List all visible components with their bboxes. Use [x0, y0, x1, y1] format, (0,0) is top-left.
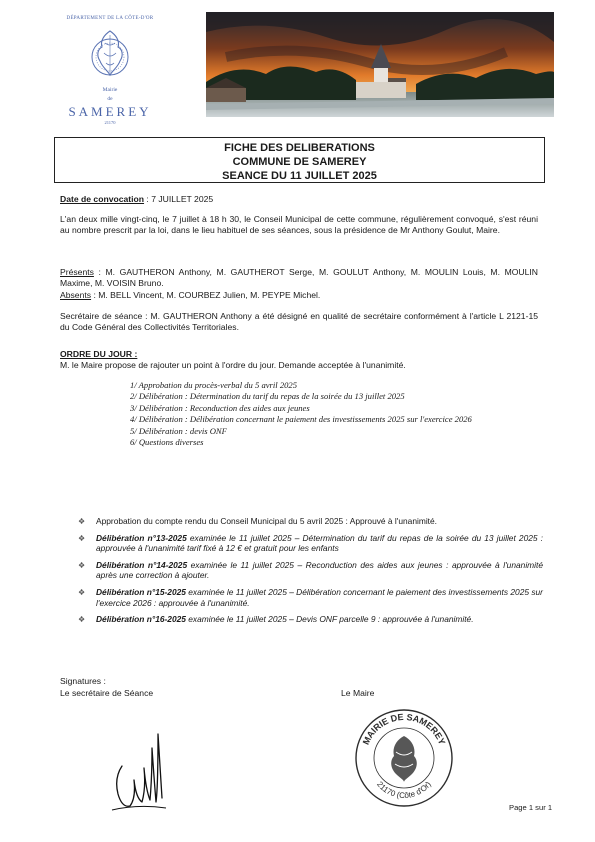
logo-department: DÉPARTEMENT DE LA CÔTE-D'OR	[66, 16, 154, 21]
decision-number: Délibération n°15-2025	[96, 586, 186, 597]
presents-line	[60, 267, 538, 289]
agenda-list	[130, 380, 510, 448]
convocation-label: Date de convocation	[60, 194, 145, 204]
agenda-item: 2/ Délibération : Détermination du tarif du repas de la soirée du 13 juillet 2025	[130, 391, 405, 402]
intro-paragraph: L'an deux mille vingt-cinq, le 7 juillet à 18 h 30, le Conseil Municipal de cette commune, régulièrement convoqué, s'est réuni au nombre prescrit par la loi, dans le lieu habituel de ses séances, sous la présidence de Mr Anthony Goulut, Maire.	[60, 214, 538, 235]
decisions-list	[78, 516, 543, 631]
diamond-bullet-icon: ❖	[78, 615, 86, 625]
decision-text: examinée le 11 juillet 2025 – Délibération concernant le paiement des investissements 2025 sur l'exercice 2026 : approuvée à l'unanimité.	[96, 586, 543, 608]
document-title-box	[54, 137, 545, 183]
mairie-stamp	[348, 702, 460, 814]
presents-label: Présents	[60, 267, 94, 277]
svg-text:21170 (Côte d'Or)	[375, 780, 433, 800]
title-line-3: SEANCE DU 11 JUILLET 2025	[222, 170, 377, 182]
secretaire-signature-label: Le secrétaire de Séance	[60, 688, 154, 698]
secretaire-paragraph: Secrétaire de séance : M. GAUTHERON Anthony a été désigné en qualité de secrétaire conformément à l'article L 2121-15 du Code Général des Collectivités Territoriales.	[60, 311, 538, 332]
stamp-top-text: MAIRIE DE SAMEREY	[360, 711, 448, 747]
agenda-item: 1/ Approbation du procès-verbal du 5 avril 2025	[130, 380, 298, 390]
convocation-line	[60, 194, 538, 205]
decision-number: Délibération n°16-2025	[96, 614, 186, 625]
coat-of-arms-icon	[80, 25, 140, 85]
decision-text: Approbation du compte rendu du Conseil Municipal du 5 avril 2025 : Approuvé à l'unanimité.	[96, 516, 437, 526]
decision-number: Délibération n°13-2025	[96, 532, 187, 543]
ordre-du-jour-heading: ORDRE DU JOUR :	[60, 349, 138, 359]
decision-text: examinée le 11 juillet 2025 – Reconduction des aides aux jeunes : approuvée à l'unanimité après une correction à ajouter.	[96, 559, 543, 581]
maire-signature-label: Le Maire	[341, 688, 375, 698]
diamond-bullet-icon: ❖	[78, 560, 86, 570]
title-line-2: COMMUNE DE SAMEREY	[232, 156, 367, 168]
logo-commune-name: SAMEREY	[68, 104, 152, 119]
diamond-bullet-icon: ❖	[78, 517, 86, 526]
handwritten-signature	[108, 728, 168, 816]
stamp-bottom-text: 21170 (Côte d'Or)	[375, 779, 433, 801]
signatures-heading: Signatures :	[60, 676, 106, 686]
decision-item	[78, 516, 543, 527]
decision-number: Délibération n°14-2025	[96, 559, 188, 570]
decision-text: examinée le 11 juillet 2025 – Détermination du tarif du repas de la soirée du 13 juillet 2025 : approuvée à l'unanimité tarif fixé à 12 € et gratuit pour les enfants	[96, 532, 543, 554]
logo-de: de	[107, 96, 113, 102]
decision-item	[78, 614, 543, 625]
village-sunset-photo	[206, 12, 554, 117]
logo-postcode: 21170	[104, 120, 116, 125]
logo-mairie: Mairie	[102, 87, 118, 93]
decision-item	[78, 587, 543, 608]
page-number: Page 1 sur 1	[509, 803, 553, 812]
absents-value: : M. BELL Vincent, M. COURBEZ Julien, M. PEYPE Michel.	[91, 290, 321, 300]
agenda-item: 5/ Délibération : devis ONF	[130, 425, 227, 436]
ordre-du-jour-note: M. le Maire propose de rajouter un point à l'ordre du jour. Demande acceptée à l'unanimité.	[60, 360, 406, 370]
decision-text: examinée le 11 juillet 2025 – Devis ONF parcelle 9 : approuvée à l'unanimité.	[185, 614, 474, 625]
title-line-1: FICHE DES DELIBERATIONS	[224, 142, 375, 154]
decision-item	[78, 560, 543, 581]
diamond-bullet-icon: ❖	[78, 587, 86, 597]
diamond-bullet-icon: ❖	[78, 533, 86, 543]
agenda-item: 3/ Délibération : Reconduction des aides aux jeunes	[130, 402, 310, 413]
presents-value: : M. GAUTHERON Anthony, M. GAUTHEROT Serge, M. GOULUT Anthony, M. MOULIN Louis, M. MOULIN Maxime, M. VOISIN Bruno.	[60, 267, 538, 288]
agenda-item: 4/ Délibération : Délibération concernant le paiement des investissements 2025 sur l'exercice 2026	[130, 414, 472, 425]
agenda-item: 6/ Questions diverses	[130, 437, 204, 448]
commune-logo	[55, 12, 165, 132]
absents-line	[60, 290, 538, 301]
convocation-value: : 7 JUILLET 2025	[144, 194, 214, 204]
absents-label: Absents	[60, 290, 92, 300]
decision-item	[78, 533, 543, 554]
